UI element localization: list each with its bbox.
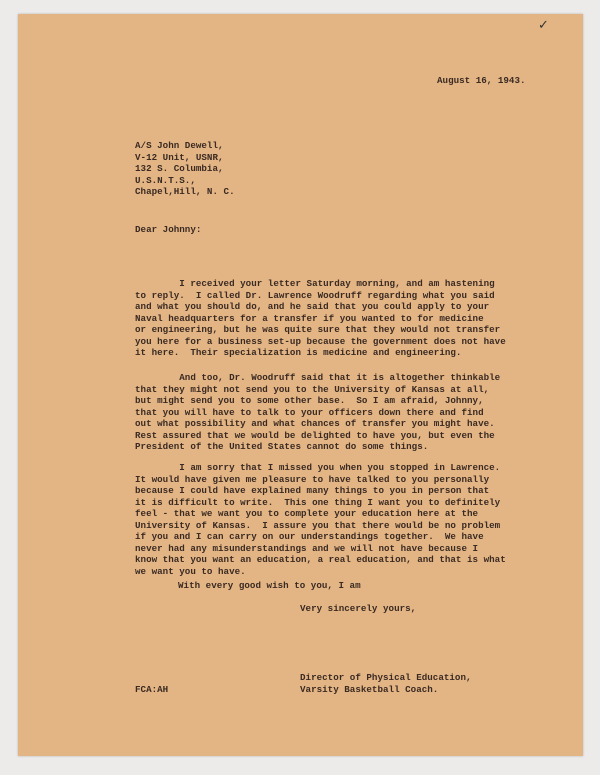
checkmark: ✓ bbox=[538, 18, 549, 33]
text-line: I received your letter Saturday morning, and am hastening bbox=[135, 278, 495, 289]
text-line: it here. Their specialization is medicine and engineering. bbox=[135, 347, 462, 358]
text-line: if you and I can carry on our understandings together. We have bbox=[135, 531, 484, 542]
text-line: you here for a business set-up because the government does not have bbox=[135, 335, 506, 347]
paragraph-1 bbox=[135, 278, 506, 359]
text-line: It would have given me pleasure to have talked to you personally bbox=[135, 473, 490, 485]
text-line: I am sorry that I missed you when you stopped in Lawrence. bbox=[135, 462, 501, 473]
text-line: that you will have to talk to your officers down there and find bbox=[135, 406, 484, 418]
address-line: Chapel,Hill, N. C. bbox=[135, 186, 235, 197]
typist-initials: FCA:AH bbox=[135, 684, 169, 695]
text-line: or engineering, but he was quite sure that they would not transfer bbox=[135, 324, 501, 335]
paragraph-3 bbox=[135, 462, 506, 577]
address-line: 132 S. Columbia, bbox=[135, 163, 224, 174]
text-line: Rest assured that we would be delighted to have you, but even the bbox=[135, 429, 495, 441]
complimentary-close: Very sincerely yours, bbox=[300, 603, 417, 614]
address-block bbox=[135, 140, 235, 198]
text-line: and what you should do, and he said that you could apply to your bbox=[135, 301, 490, 312]
text-line: we want you to have. bbox=[135, 565, 246, 577]
text-line: know that you want an education, a real education, and that is what bbox=[135, 554, 506, 565]
address-line: U.S.N.T.S., bbox=[135, 174, 196, 186]
title-line: Director of Physical Education, bbox=[300, 672, 472, 683]
text-line: University of Kansas. I assure you that there would be no problem bbox=[135, 519, 501, 531]
text-line: that they might not send you to the University of Kansas at all, bbox=[135, 383, 490, 395]
text-line: but might send you to some other base. So I am afraid, Johnny, bbox=[135, 395, 484, 406]
letter-date: August 16, 1943. bbox=[437, 75, 526, 86]
text-line: And too, Dr. Woodruff said that it is altogether thinkable bbox=[135, 372, 501, 383]
address-line: A/S John Dewell, bbox=[135, 140, 224, 151]
text-line: it is difficult to write. This one thing I want you to definitely bbox=[135, 496, 501, 508]
signature-title bbox=[300, 672, 472, 695]
text-line: feel - that we want you to complete your education here at the bbox=[135, 508, 479, 519]
text-line: out what possibility and what chances of transfer you might have. bbox=[135, 418, 495, 429]
salutation: Dear Johnny: bbox=[135, 224, 202, 235]
paragraph-2 bbox=[135, 372, 500, 453]
text-line: to reply. I called Dr. Lawrence Woodruff regarding what you said bbox=[135, 289, 495, 301]
text-line: never had any misunderstandings and we will not have because I bbox=[135, 542, 479, 554]
text-line: Naval headquarters for a transfer if you wanted to for medicine bbox=[135, 312, 484, 324]
closing-wish: With every good wish to you, I am bbox=[178, 580, 361, 591]
text-line: President of the United States cannot do some things. bbox=[135, 441, 429, 452]
address-line: V-12 Unit, USNR, bbox=[135, 151, 224, 163]
title-line: Varsity Basketball Coach. bbox=[300, 683, 439, 695]
text-line: because I could have explained many things to you in person that bbox=[135, 485, 490, 496]
